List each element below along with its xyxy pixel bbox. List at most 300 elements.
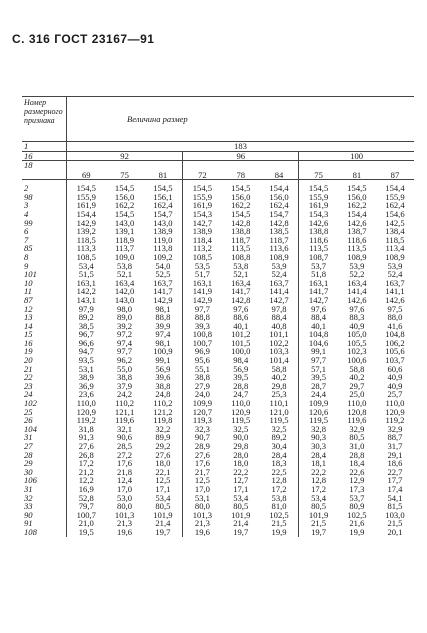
table-cell: 12,9	[349, 475, 365, 486]
table-row	[22, 180, 414, 193]
table-cell: 154,5	[231, 208, 251, 219]
table-cell: 53,4	[67, 262, 106, 271]
table-cell: 12,5	[183, 476, 222, 485]
group-92: 92	[67, 151, 183, 161]
table-cell: 104,6	[299, 339, 338, 348]
table-cell: 52,4	[387, 269, 403, 280]
table-cell: 22,1	[155, 466, 171, 477]
table-cell: 88,3	[349, 312, 365, 323]
table-cell: 100,9	[153, 346, 173, 357]
table-cell: 32,8	[299, 425, 338, 434]
table-cell: 58,8	[271, 363, 287, 374]
table-cell: 21,7	[183, 468, 222, 477]
table-cell: 52,2	[349, 269, 365, 280]
table-cell: 142,9	[183, 296, 222, 305]
table-cell: 163,4	[347, 277, 367, 288]
table-cell: 121,1	[114, 406, 135, 417]
table-cell: 142,9	[67, 219, 106, 228]
table-cell: 162,2	[347, 200, 367, 211]
table-cell: 53,9	[349, 260, 365, 271]
table-cell: 32,9	[387, 423, 403, 434]
table-cell: 96,7	[67, 330, 106, 339]
table-cell: 101,2	[231, 329, 251, 340]
subcol-header: 75	[299, 161, 338, 180]
table-cell: 154,5	[183, 180, 222, 193]
table-cell: 31,7	[387, 441, 403, 451]
row-label: 3	[24, 200, 29, 211]
table-cell: 119,5	[269, 415, 289, 426]
table-cell: 138,7	[347, 226, 367, 237]
table-cell: 19,6	[183, 528, 222, 537]
group-100: 100	[299, 151, 414, 161]
subcol-header: 78	[222, 161, 260, 180]
table-cell: 142,0	[114, 286, 135, 297]
table-cell: 105,0	[347, 329, 367, 340]
table-cell: 154,4	[269, 183, 289, 194]
table-cell: 143,0	[114, 217, 135, 228]
table-cell: 138,9	[153, 226, 173, 237]
table-cell: 97,4	[117, 337, 133, 348]
table-cell: 19,7	[299, 528, 338, 537]
table-cell: 154,6	[385, 208, 405, 219]
table-cell: 154,4	[385, 183, 405, 194]
table-cell: 28,8	[349, 449, 365, 460]
row-label-18: 18	[22, 161, 67, 180]
table-cell: 54,1	[387, 492, 403, 503]
table-cell: 96,2	[117, 355, 133, 366]
table-cell: 36,9	[67, 382, 106, 391]
table-cell: 17,2	[67, 459, 106, 468]
table-cell: 154,4	[347, 208, 367, 219]
table-cell: 162,4	[269, 200, 289, 211]
row-label: 28	[24, 449, 33, 460]
table-cell: 118,7	[269, 234, 289, 245]
table-cell: 110,2	[115, 398, 135, 409]
table-cell: 100,7	[67, 511, 106, 520]
table-cell: 53,1	[67, 365, 106, 374]
table-cell: 88,6	[233, 312, 249, 323]
table-cell: 138,9	[183, 227, 222, 236]
row-label: 87	[24, 294, 33, 305]
table-body	[22, 180, 414, 537]
row-label: 20	[24, 355, 33, 366]
table-cell: 96,6	[67, 339, 106, 348]
table-cell: 40,1	[233, 320, 249, 331]
table-cell: 28,4	[271, 449, 287, 460]
table-cell: 31,0	[349, 441, 365, 451]
table-cell: 141,7	[153, 286, 173, 297]
table-cell: 21,5	[271, 518, 287, 529]
table-cell: 40,1	[299, 322, 338, 331]
table-cell: 154,3	[183, 210, 222, 219]
table-cell: 110,2	[153, 398, 173, 409]
table-cell: 17,2	[271, 483, 287, 494]
table-cell: 53,4	[299, 494, 338, 503]
table-cell: 30,3	[299, 442, 338, 451]
table-cell: 79,7	[67, 502, 106, 511]
table-cell: 163,1	[183, 279, 222, 288]
table-cell: 40,2	[349, 372, 365, 383]
table-cell: 154,5	[114, 208, 135, 219]
table-cell: 101,3	[114, 509, 135, 520]
table-cell: 113,5	[299, 244, 338, 253]
value-title: Величина размер	[67, 97, 415, 142]
size-table	[22, 96, 414, 537]
table-cell: 113,2	[183, 244, 222, 253]
table-cell: 24,0	[183, 390, 222, 399]
row-label: 30	[24, 466, 33, 477]
table-cell: 98,1	[155, 303, 171, 314]
table-cell: 162,4	[385, 200, 405, 211]
table-cell: 21,8	[117, 466, 133, 477]
table-cell: 138,8	[231, 226, 251, 237]
table-cell: 32,2	[155, 423, 171, 434]
table-cell: 27,9	[183, 382, 222, 391]
table-cell: 28,0	[233, 449, 249, 460]
table-cell: 161,9	[183, 201, 222, 210]
table-cell: 138,8	[299, 227, 338, 236]
table-cell: 12,7	[233, 475, 249, 486]
table-cell: 53,9	[387, 260, 403, 271]
row-label: 16	[24, 337, 33, 348]
table-cell: 16,9	[67, 485, 106, 494]
table-cell: 53,7	[299, 262, 338, 271]
table-cell: 90,3	[299, 433, 338, 442]
table-cell: 110,0	[347, 398, 367, 409]
table-cell: 97,4	[155, 329, 171, 340]
table-cell: 113,5	[347, 243, 367, 254]
table-cell: 89,2	[271, 432, 287, 443]
table-cell: 95,6	[183, 356, 222, 365]
subcol-header: 75	[106, 161, 144, 180]
table-cell: 142,6	[347, 294, 367, 305]
table-cell: 60,6	[387, 363, 403, 374]
table-cell: 142,2	[67, 287, 106, 296]
table-cell: 32,3	[183, 425, 222, 434]
table-cell: 142,8	[231, 217, 251, 228]
table-cell: 141,7	[299, 287, 338, 296]
table-cell: 18,1	[299, 459, 338, 468]
table-cell: 24,7	[233, 389, 249, 400]
table-cell: 118,9	[115, 234, 135, 245]
table-cell: 57,1	[299, 365, 338, 374]
table-cell: 161,9	[67, 201, 106, 210]
table-cell: 102,5	[269, 509, 289, 520]
table-cell: 141,4	[269, 286, 289, 297]
table-cell: 155,9	[67, 193, 106, 202]
table-cell: 119,5	[231, 415, 251, 426]
table-cell: 109,9	[183, 399, 222, 408]
table-cell: 32,5	[271, 423, 287, 434]
table-cell: 26,8	[67, 451, 106, 460]
subcol-header: 81	[144, 161, 183, 180]
group-96: 96	[183, 151, 299, 161]
table-cell: 80,5	[299, 502, 338, 511]
table-cell: 58,8	[349, 363, 365, 374]
table-cell: 17,7	[387, 475, 403, 486]
table-cell: 97,2	[117, 329, 133, 340]
table-cell: 81,0	[271, 501, 287, 512]
table-cell: 17,0	[117, 483, 133, 494]
table-cell: 154,7	[153, 208, 173, 219]
table-cell: 120,9	[231, 406, 251, 417]
table-cell: 142,9	[153, 294, 173, 305]
table-cell: 108,5	[183, 253, 222, 262]
row-label-16: 16	[22, 151, 67, 161]
table-cell: 53,1	[183, 494, 222, 503]
table-cell: 101,3	[183, 511, 222, 520]
table-cell: 38,8	[183, 373, 222, 382]
table-cell: 18,4	[349, 458, 365, 469]
table-cell: 154,5	[231, 183, 251, 194]
table-cell: 39,9	[155, 320, 171, 331]
table-cell: 108,8	[231, 251, 251, 262]
table-cell: 162,2	[114, 200, 135, 211]
table-cell: 156,0	[231, 191, 251, 202]
table-cell: 119,5	[299, 416, 338, 425]
subcol-header: 69	[67, 161, 106, 180]
table-cell: 161,9	[299, 201, 338, 210]
table-cell: 102,3	[347, 346, 367, 357]
table-cell: 40,9	[387, 372, 403, 383]
table-cell: 29,7	[349, 380, 365, 391]
table-cell: 163,4	[231, 277, 251, 288]
table-cell: 120,6	[299, 408, 338, 417]
table-cell: 21,6	[349, 518, 365, 529]
table-cell: 102,5	[347, 509, 367, 520]
table-cell: 17,6	[117, 458, 133, 469]
table-cell: 17,1	[155, 483, 171, 494]
table-cell: 28,7	[299, 382, 338, 391]
table-cell: 21,2	[67, 468, 106, 477]
table-cell: 22,5	[271, 466, 287, 477]
row-label: 106	[24, 475, 37, 486]
table-cell: 108,9	[385, 251, 405, 262]
table-cell: 17,1	[233, 483, 249, 494]
table-cell: 98,0	[117, 303, 133, 314]
table-cell: 142,7	[269, 294, 289, 305]
table-cell: 38,9	[67, 373, 106, 382]
table-cell: 106,2	[385, 337, 405, 348]
table-cell: 12,8	[271, 475, 287, 486]
table-cell: 118,4	[183, 236, 222, 245]
row-label-title: Номер размерного признака	[22, 97, 67, 142]
table-cell: 113,5	[231, 243, 251, 254]
table-cell: 100,6	[347, 355, 367, 366]
table-cell: 89,0	[117, 312, 133, 323]
table-cell: 81,5	[387, 501, 403, 512]
table-cell: 113,4	[385, 243, 405, 254]
table-cell: 80,5	[233, 501, 249, 512]
row-label: 21	[24, 363, 33, 374]
table-cell: 28,8	[233, 380, 249, 391]
table-cell: 97,7	[299, 356, 338, 365]
table-cell: 80,5	[349, 432, 365, 443]
table-cell: 25,0	[349, 389, 365, 400]
table-cell: 143,0	[114, 294, 135, 305]
table-cell: 121,2	[153, 406, 173, 417]
table-cell: 154,3	[299, 210, 338, 219]
row-label: 23	[24, 380, 33, 391]
row-label: 8	[24, 251, 29, 262]
table-cell: 120,8	[347, 406, 367, 417]
row-label: 99	[24, 217, 33, 228]
table-cell: 27,6	[183, 451, 222, 460]
table-cell: 27,2	[117, 449, 133, 460]
row-label: 104	[24, 423, 37, 434]
subcol-header: 72	[183, 161, 222, 180]
table-cell: 154,5	[347, 183, 367, 194]
table-cell: 29,8	[233, 441, 249, 451]
table-cell: 18,0	[155, 458, 171, 469]
table-cell: 105,6	[385, 346, 405, 357]
table-cell: 139,2	[67, 227, 106, 236]
table-cell: 21,5	[299, 519, 338, 528]
row-label: 9	[24, 260, 29, 271]
row-label: 26	[24, 415, 33, 426]
table-cell: 53,7	[349, 492, 365, 503]
table-cell: 103,3	[269, 346, 289, 357]
table-cell: 52,4	[271, 269, 287, 280]
table-cell: 27,6	[67, 442, 106, 451]
table-cell: 32,1	[117, 423, 133, 434]
table-cell: 108,7	[299, 253, 338, 262]
table-cell: 94,7	[67, 347, 106, 356]
table-cell: 100,7	[183, 339, 222, 348]
table-cell: 80,0	[183, 502, 222, 511]
table-cell: 101,9	[299, 511, 338, 520]
table-cell: 103,7	[385, 355, 405, 366]
table-row	[22, 528, 414, 537]
table-cell: 120,9	[67, 408, 106, 417]
table-cell: 118,6	[299, 236, 338, 245]
table-cell: 154,5	[299, 180, 338, 193]
table-cell: 143,1	[67, 296, 106, 305]
table-cell: 104,8	[299, 330, 338, 339]
table-cell: 53,4	[155, 492, 171, 503]
row-label: 101	[24, 269, 37, 280]
row-label-1: 1	[22, 142, 67, 152]
table-cell: 156,1	[153, 191, 173, 202]
table-cell: 18,0	[233, 458, 249, 469]
table-cell: 28,5	[117, 441, 133, 451]
table-cell: 41,6	[387, 320, 403, 331]
table-cell: 163,4	[114, 277, 135, 288]
table-cell: 29,2	[155, 441, 171, 451]
row-label: 4	[24, 208, 29, 219]
row-label: 31	[24, 432, 33, 443]
table-cell: 88,0	[387, 312, 403, 323]
table-cell: 28,9	[183, 442, 222, 451]
table-cell: 99,1	[299, 347, 338, 356]
row-label: 11	[24, 286, 32, 297]
table-cell: 31,8	[67, 425, 106, 434]
table-cell: 27,6	[155, 449, 171, 460]
table-cell: 96,9	[183, 347, 222, 356]
table-cell: 155,9	[299, 193, 338, 202]
table-cell: 163,7	[385, 277, 405, 288]
table-cell: 23,6	[67, 390, 106, 399]
table-cell: 110,1	[269, 398, 289, 409]
table-cell: 109,0	[114, 251, 135, 262]
table-cell: 113,3	[67, 244, 106, 253]
table-cell: 88,8	[183, 313, 222, 322]
table-cell: 119,3	[183, 416, 222, 425]
table-cell: 110,0	[231, 398, 251, 409]
table-cell: 53,4	[233, 492, 249, 503]
table-cell: 91,3	[67, 433, 106, 442]
table-cell: 29,8	[271, 380, 287, 391]
table-cell: 17,4	[387, 483, 403, 494]
table-cell: 154,5	[67, 180, 106, 193]
row-label: 108	[24, 526, 37, 537]
table-cell: 40,9	[349, 320, 365, 331]
table-cell: 97,7	[117, 346, 133, 357]
table-cell: 32,5	[233, 423, 249, 434]
table-cell: 19,7	[155, 526, 171, 537]
table-cell: 28,4	[299, 451, 338, 460]
row-label: 102	[24, 398, 37, 409]
table-cell: 53,0	[117, 492, 133, 503]
table-cell: 97,5	[387, 303, 403, 314]
row-label: 32	[24, 492, 33, 503]
table-cell: 142,8	[231, 294, 251, 305]
row-label: 6	[24, 226, 29, 237]
table-cell: 141,4	[347, 286, 367, 297]
table-cell: 120,9	[385, 406, 405, 417]
table-cell: 156,0	[347, 191, 367, 202]
table-cell: 18,3	[271, 458, 287, 469]
table-cell: 40,2	[271, 372, 287, 383]
table-cell: 52,8	[67, 494, 106, 503]
table-cell: 154,5	[114, 183, 135, 194]
table-cell: 103,0	[385, 509, 405, 520]
row-label: 22	[24, 372, 33, 383]
table-cell: 101,1	[269, 329, 289, 340]
table-cell: 98,4	[233, 355, 249, 366]
table-cell: 100,0	[231, 346, 251, 357]
table-cell: 18,6	[387, 458, 403, 469]
row-label: 90	[24, 509, 33, 520]
row-label: 15	[24, 329, 33, 340]
table-cell: 101,9	[231, 509, 251, 520]
row-label: 98	[24, 191, 33, 202]
table-cell: 55,0	[117, 363, 133, 374]
table-cell: 24,4	[299, 390, 338, 399]
table-cell: 155,9	[183, 193, 222, 202]
table-cell: 138,5	[269, 226, 289, 237]
table-cell: 119,0	[153, 234, 173, 245]
table-cell: 120,7	[183, 408, 222, 417]
row-label: 33	[24, 501, 33, 512]
table-cell: 110,0	[385, 398, 405, 409]
table-cell: 90,6	[117, 432, 133, 443]
table-cell: 25,3	[271, 389, 287, 400]
table-cell: 162,2	[231, 200, 251, 211]
table-cell: 53,8	[117, 260, 133, 271]
table-cell: 52,1	[117, 269, 133, 280]
table-cell: 113,7	[115, 243, 135, 254]
table-cell: 21,3	[183, 519, 222, 528]
table-cell: 142,8	[269, 217, 289, 228]
value-183: 183	[67, 142, 415, 152]
table-cell: 89,9	[155, 432, 171, 443]
table-cell: 108,9	[347, 251, 367, 262]
table-cell: 32,9	[349, 423, 365, 434]
table-cell: 108,9	[269, 251, 289, 262]
table-cell: 142,6	[299, 219, 338, 228]
row-label: 91	[24, 518, 33, 529]
